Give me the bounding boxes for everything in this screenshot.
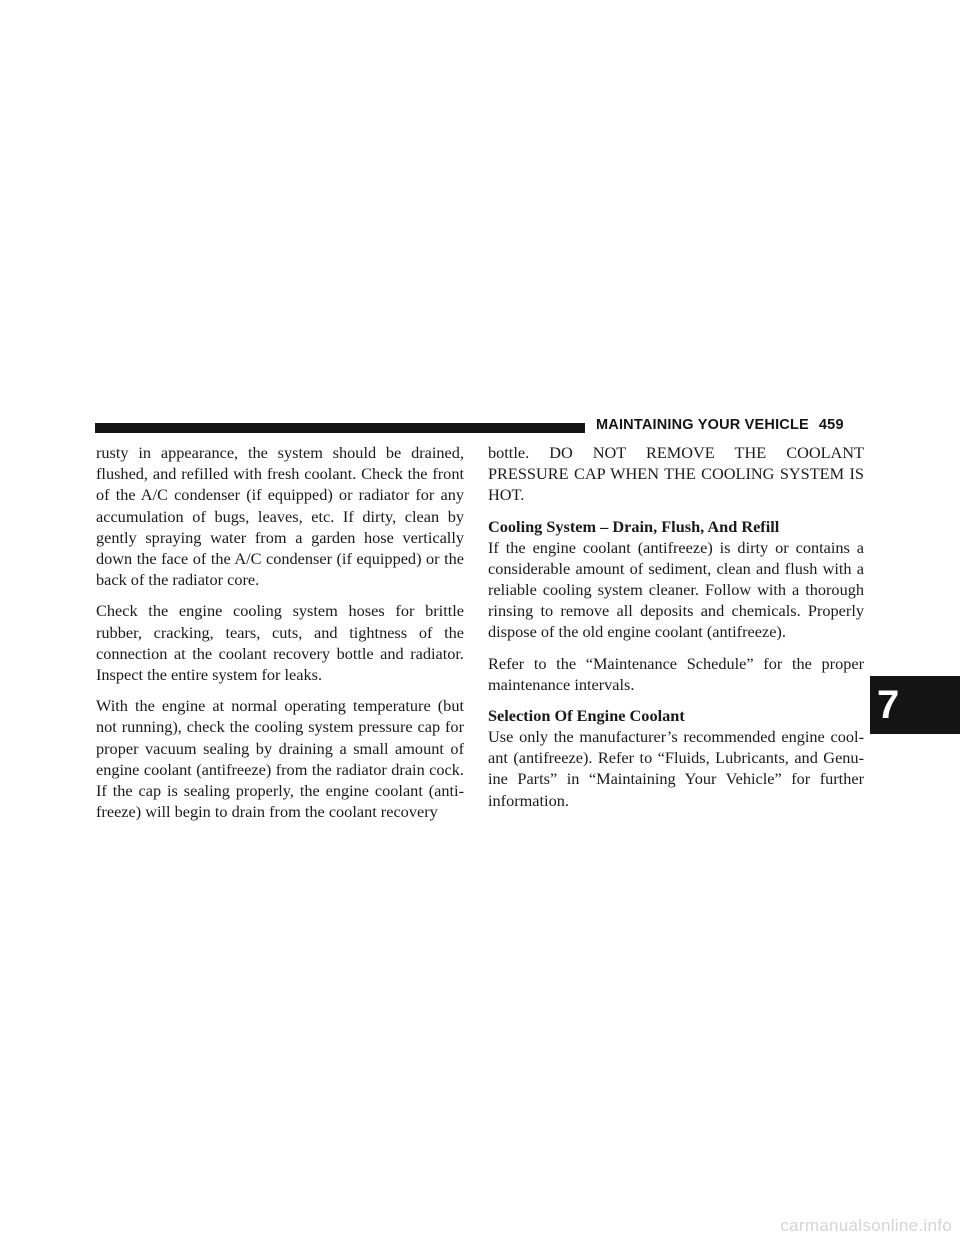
- running-header: [596, 417, 844, 433]
- paragraph: rusty in appearance, the system should be drained, flushed, and refilled with fresh coolant. Check the front of the A/C condenser (if equipped) or radiator for any accumulation of bugs, leaves, etc. If dirty, clean by gently spraying water from a garden hose vertically down the face of the A/C condenser (if equipped) or the back of the radiator core.: [96, 443, 464, 590]
- paragraph: bottle. DO NOT REMOVE THE COOLANT PRESSURE CAP WHEN THE COOLING SYSTEM IS HOT.: [488, 443, 864, 505]
- paragraph: With the engine at normal operating temperature (but not running), check the cooling system pressure cap for proper vacuum sealing by draining a small amount of engine coolant (antifreeze) from the radiator drain cock. If the cap is sealing properly, the engine coolant (anti-freeze) will begin to drain from the coolant recovery: [96, 696, 464, 822]
- section-title: MAINTAINING YOUR VEHICLE: [596, 417, 809, 433]
- paragraph: If the engine coolant (antifreeze) is dirty or contains a considerable amount of sediment, clean and flush with a reliable cooling system cleaner. Follow with a thorough rinsing to remove all deposits and chemicals. Properly dispose of the old engine coolant (antifreeze).: [488, 537, 864, 642]
- paragraph: Refer to the “Maintenance Schedule” for the proper maintenance intervals.: [488, 653, 864, 694]
- header-rule: [95, 423, 585, 433]
- section-heading: Cooling System – Drain, Flush, And Refill: [488, 516, 780, 536]
- watermark-text: carmanualsonline.info: [780, 1216, 952, 1235]
- left-column: [96, 442, 464, 832]
- paragraph: Use only the manufacturer’s recommended engine cool-ant (antifreeze). Refer to “Fluids, Lubricants, and Genu-ine Parts” in “Maintaining Your Vehicle” for further information.: [488, 727, 864, 810]
- chapter-number: 7: [877, 683, 900, 727]
- right-column: [488, 442, 864, 821]
- paragraph: Check the engine cooling system hoses for brittle rubber, cracking, tears, cuts, and tightness of the connection at the coolant recovery bottle and radiator. Inspect the entire system for leaks.: [96, 601, 464, 685]
- page-number: 459: [818, 417, 844, 433]
- section-heading: Selection Of Engine Coolant: [488, 706, 685, 726]
